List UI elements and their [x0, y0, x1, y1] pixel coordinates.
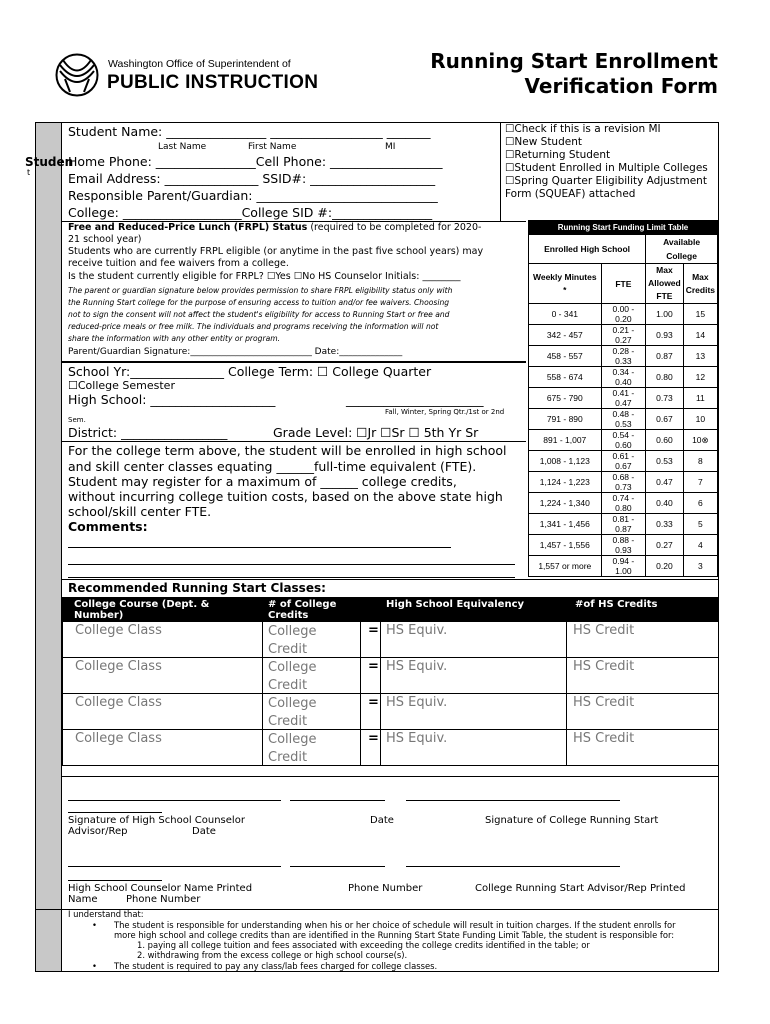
- fte-header: FTE: [601, 264, 646, 304]
- frpl-heading-bold: Free and Reduced-Price Lunch (FRPL) Status: [68, 222, 308, 233]
- limit-table-row: [529, 304, 718, 325]
- checkbox-new-student[interactable]: ☐New Student: [505, 136, 582, 148]
- squeaf-attached-text: Form (SQUEAF) attached: [505, 188, 636, 200]
- phone-label-1: Phone Number: [348, 883, 423, 894]
- high-school-field[interactable]: High School: ____________________: [68, 392, 276, 407]
- limit-table-title: Running Start Funding Limit Table: [529, 221, 718, 235]
- grade-level-field[interactable]: Grade Level: ☐Jr ☐Sr ☐ 5th Yr Sr: [273, 425, 479, 440]
- max-allowed-cell: 0.80: [646, 367, 684, 388]
- weekly-minutes-cell: 342 - 457: [529, 325, 602, 346]
- fte-paragraph-4: without incurring college tuition costs, based on the above state high: [68, 489, 503, 504]
- term-note: Fall, Winter, Spring Qtr./1st or 2nd: [385, 408, 505, 416]
- max-allowed-cell: 0.73: [646, 388, 684, 409]
- signature-college-label: Signature of College Running Start: [485, 815, 659, 826]
- max-credits-cell: 10⊗: [683, 430, 717, 451]
- limit-table-row: [529, 367, 718, 388]
- college-field[interactable]: College: ___________________College SID #:________________: [68, 205, 433, 220]
- ospi-emblem-icon: [55, 53, 99, 97]
- enrolled-header: Enrolled High School: [529, 235, 646, 264]
- college-course-input[interactable]: College Class: [75, 695, 162, 710]
- home-phone-field[interactable]: Home Phone: ________________Cell Phone: __________________: [68, 154, 443, 169]
- hs-equivalency-input[interactable]: HS Equiv.: [386, 695, 448, 710]
- hs-credits-input[interactable]: HS Credit: [573, 731, 635, 746]
- weekly-minutes-cell: 1,224 - 1,340: [529, 493, 602, 514]
- max-allowed-cell: 0.27: [646, 535, 684, 556]
- student-name-field[interactable]: Student Name: ________________ __________________ _______: [68, 124, 431, 139]
- weekly-minutes-cell: 1,341 - 1,456: [529, 514, 602, 535]
- limit-table-row: [529, 388, 718, 409]
- weekly-minutes-cell: 1,124 - 1,223: [529, 472, 602, 493]
- fte-cell: 0.74 - 0.80: [601, 493, 646, 514]
- college-course-input[interactable]: College Class: [75, 623, 162, 638]
- fte-paragraph-3[interactable]: Student may register for a maximum of ______ college credits,: [68, 474, 457, 489]
- date-label-2: Date: [192, 826, 216, 837]
- col-hs-credits-header: #of HS Credits: [575, 599, 658, 610]
- advisor-printed-label: College Running Start Advisor/Rep Printed: [475, 883, 686, 894]
- hs-equivalency-input[interactable]: HS Equiv.: [386, 623, 448, 638]
- weekly-minutes-cell: 558 - 674: [529, 367, 602, 388]
- fte-cell: 0.21 - 0.27: [601, 325, 646, 346]
- ospi-logo: [55, 53, 99, 97]
- max-allowed-cell: 0.47: [646, 472, 684, 493]
- max-credits-cell: 5: [683, 514, 717, 535]
- max-allowed-cell: 0.33: [646, 514, 684, 535]
- date-label-1: Date: [370, 815, 394, 826]
- limit-table-row: [529, 493, 718, 514]
- understand-sub-2: 2. withdrawing from the excess college or high school course(s).: [137, 950, 408, 960]
- max-allowed-cell: 0.53: [646, 451, 684, 472]
- max-credits-cell: 12: [683, 367, 717, 388]
- frpl-line-4: receive tuition and fee waivers from a college.: [68, 258, 289, 269]
- understand-sub-1: 1. paying all college tuition and fees associated with exceeding the college credits identified in the table; or: [137, 940, 590, 950]
- frpl-consent-4: reduced-price meals or free milk. The individuals and programs receiving the information will not: [68, 322, 439, 331]
- weekly-minutes-cell: 0 - 341: [529, 304, 602, 325]
- hs-credits-input[interactable]: HS Credit: [573, 695, 635, 710]
- comments-line-3[interactable]: [68, 577, 515, 578]
- fte-cell: 0.54 - 0.60: [601, 430, 646, 451]
- comments-label: Comments:: [68, 519, 148, 534]
- limit-table-row: [529, 325, 718, 346]
- fte-cell: 0.81 - 0.87: [601, 514, 646, 535]
- first-name-caption: First Name: [248, 142, 297, 152]
- frpl-line-3: Students who are currently FRPL eligible (or anytime in the past five school years) may: [68, 246, 484, 257]
- fte-cell: 0.41 - 0.47: [601, 388, 646, 409]
- max-credits-cell: 6: [683, 493, 717, 514]
- classes-heading: Recommended Running Start Classes:: [68, 581, 326, 595]
- weekly-minutes-cell: 458 - 557: [529, 346, 602, 367]
- available-header: Available College: [646, 235, 718, 264]
- fte-cell: 0.61 - 0.67: [601, 451, 646, 472]
- max-credits-header: Max Credits: [683, 264, 717, 304]
- max-allowed-cell: 0.20: [646, 556, 684, 577]
- weekly-minutes-cell: 891 - 1,007: [529, 430, 602, 451]
- guardian-field[interactable]: Responsible Parent/Guardian: _____________________________: [68, 188, 438, 203]
- name-label: Name: [68, 894, 98, 905]
- college-course-input[interactable]: College Class: [75, 659, 162, 674]
- weekly-minutes-header: Weekly Minutes *: [529, 264, 602, 304]
- frpl-line-2: 21 school year): [68, 234, 142, 245]
- frpl-heading: [68, 222, 481, 233]
- fte-paragraph-5: school/skill center FTE.: [68, 504, 212, 519]
- max-credits-cell: 3: [683, 556, 717, 577]
- hs-equivalency-input[interactable]: HS Equiv.: [386, 731, 448, 746]
- left-shade-bar: [35, 122, 62, 909]
- fte-cell: 0.34 - 0.40: [601, 367, 646, 388]
- limit-table-row: [529, 430, 718, 451]
- email-field[interactable]: Email Address: _______________ SSID#: ____________________: [68, 171, 436, 186]
- limit-table-row: [529, 472, 718, 493]
- hs-equivalency-input[interactable]: HS Equiv.: [386, 659, 448, 674]
- max-allowed-cell: 0.40: [646, 493, 684, 514]
- left-shade-bar-bottom: [35, 909, 62, 971]
- max-allowed-cell: 0.60: [646, 430, 684, 451]
- hs-credits-input[interactable]: HS Credit: [573, 623, 635, 638]
- checkbox-multiple-colleges[interactable]: ☐Student Enrolled in Multiple Colleges: [505, 162, 708, 174]
- hs-credits-input[interactable]: HS Credit: [573, 659, 635, 674]
- limit-table-row: [529, 535, 718, 556]
- max-allowed-cell: 1.00: [646, 304, 684, 325]
- fte-cell: 0.28 - 0.33: [601, 346, 646, 367]
- student-side-label: Studen: [25, 155, 74, 169]
- comments-line-1[interactable]: [68, 547, 451, 548]
- max-allowed-cell: 0.93: [646, 325, 684, 346]
- max-allowed-header: Max Allowed FTE: [646, 264, 684, 304]
- max-credits-cell: 14: [683, 325, 717, 346]
- max-allowed-cell: 0.67: [646, 409, 684, 430]
- fte-cell: 0.00 - 0.20: [601, 304, 646, 325]
- counselor-name-printed-label: High School Counselor Name Printed: [68, 883, 253, 894]
- col-credits-label: # of College Credits: [268, 599, 337, 621]
- equals-sign: =: [368, 659, 379, 674]
- mi-caption: MI: [385, 142, 396, 152]
- funding-limit-table: [528, 220, 718, 577]
- fte-paragraph-1: For the college term above, the student will be enrolled in high school: [68, 443, 507, 458]
- understand-bullet-2: The student is required to pay any class/lab fees charged for college classes.: [114, 961, 438, 971]
- checkbox-returning-student[interactable]: ☐Returning Student: [505, 149, 611, 161]
- frpl-consent-5: share the information with any other entity or program.: [68, 334, 281, 343]
- weekly-minutes-cell: 1,557 or more: [529, 556, 602, 577]
- comments-line-2[interactable]: [68, 564, 515, 565]
- student-side-mark: t: [27, 168, 31, 177]
- form-title-line-2: Verification Form: [524, 74, 718, 98]
- fte-cell: 0.88 - 0.93: [601, 535, 646, 556]
- limit-table-row: [529, 409, 718, 430]
- term-field[interactable]: ______________________: [346, 392, 484, 407]
- fte-paragraph-2[interactable]: and skill center classes equating ______full-time equivalent (FTE).: [68, 459, 477, 474]
- fte-cell: 0.94 - 1.00: [601, 556, 646, 577]
- understand-bullet-1a: The student is responsible for understanding when his or her choice of schedule will result in tuition charges. If the student enrolls for: [114, 920, 676, 930]
- signature-counselor-label: Signature of High School Counselor: [68, 815, 245, 826]
- signature-counselor-label-2: Advisor/Rep: [68, 826, 128, 837]
- frpl-heading-note: (required to be completed for 2020-: [307, 222, 482, 233]
- limit-table-row: [529, 346, 718, 367]
- max-credits-cell: 4: [683, 535, 717, 556]
- weekly-minutes-cell: 1,008 - 1,123: [529, 451, 602, 472]
- phone-label-2: Phone Number: [126, 894, 201, 905]
- fte-cell: 0.48 - 0.53: [601, 409, 646, 430]
- max-credits-cell: 15: [683, 304, 717, 325]
- col-course-header: [74, 599, 254, 621]
- college-credits-input[interactable]: College Credit: [268, 660, 317, 693]
- fte-cell: 0.68 - 0.73: [601, 472, 646, 493]
- checkbox-squeaf[interactable]: ☐Spring Quarter Eligibility Adjustment: [505, 175, 707, 187]
- understand-intro: I understand that:: [68, 909, 144, 919]
- max-credits-cell: 8: [683, 451, 717, 472]
- frpl-consent-3: not to sign the consent will not affect the student's eligibility for access to Running Start or free and: [68, 310, 450, 319]
- logo-line-1: Washington Office of Superintendent of: [108, 58, 291, 70]
- weekly-minutes-cell: 1,457 - 1,556: [529, 535, 602, 556]
- max-allowed-cell: 0.87: [646, 346, 684, 367]
- district-field[interactable]: District: _________________: [68, 425, 228, 440]
- checkbox-revision[interactable]: ☐Check if this is a revision MI: [505, 123, 661, 135]
- college-credits-input[interactable]: College Credit: [268, 624, 317, 657]
- limit-table-row: [529, 556, 718, 577]
- limit-table-row: [529, 514, 718, 535]
- frpl-eligibility-question[interactable]: Is the student currently eligible for FRPL? ☐Yes ☐No HS Counselor Initials: ________: [68, 271, 461, 282]
- last-name-caption: Last Name: [158, 142, 207, 152]
- college-credits-input[interactable]: College Credit: [268, 732, 317, 765]
- logo-line-2: PUBLIC INSTRUCTION: [107, 72, 319, 93]
- max-credits-cell: 13: [683, 346, 717, 367]
- equals-sign: =: [368, 695, 379, 710]
- school-year-field[interactable]: School Yr:_______________ College Term: ☐ College Quarter: [68, 364, 432, 379]
- sem-note: Sem.: [68, 416, 86, 424]
- equals-sign: =: [368, 623, 379, 638]
- max-credits-cell: 10: [683, 409, 717, 430]
- understand-bullet-2-dot: •: [92, 961, 97, 971]
- col-hs-equiv-header: High School Equivalency: [386, 599, 525, 610]
- col-course-label: College Course (Dept. & Number): [74, 599, 210, 621]
- college-credits-input[interactable]: College Credit: [268, 696, 317, 729]
- limit-table-row: [529, 451, 718, 472]
- guardian-signature-field[interactable]: Parent/Guardian Signature:___________________________ Date:______________: [68, 347, 403, 357]
- frpl-consent-1: The parent or guardian signature below provides permission to share FRPL eligibility status only with: [68, 286, 453, 295]
- weekly-minutes-cell: 791 - 890: [529, 409, 602, 430]
- form-title-line-1: Running Start Enrollment: [430, 49, 718, 73]
- equals-sign: =: [368, 731, 379, 746]
- weekly-minutes-cell: 675 - 790: [529, 388, 602, 409]
- frpl-consent-2: the Running Start college for the purpose of ensuring access to tuition and/or fee waivers. Choosing: [68, 298, 450, 307]
- col-credits-header: [268, 599, 358, 621]
- understand-bullet-1b: more high school and college credits than are identified in the Running Start State Funding Limit Table, the student is responsible for:: [114, 930, 675, 940]
- max-credits-cell: 7: [683, 472, 717, 493]
- college-semester-checkbox[interactable]: ☐College Semester: [68, 379, 175, 392]
- understand-bullet-1-dot: •: [92, 920, 97, 930]
- college-course-input[interactable]: College Class: [75, 731, 162, 746]
- max-credits-cell: 11: [683, 388, 717, 409]
